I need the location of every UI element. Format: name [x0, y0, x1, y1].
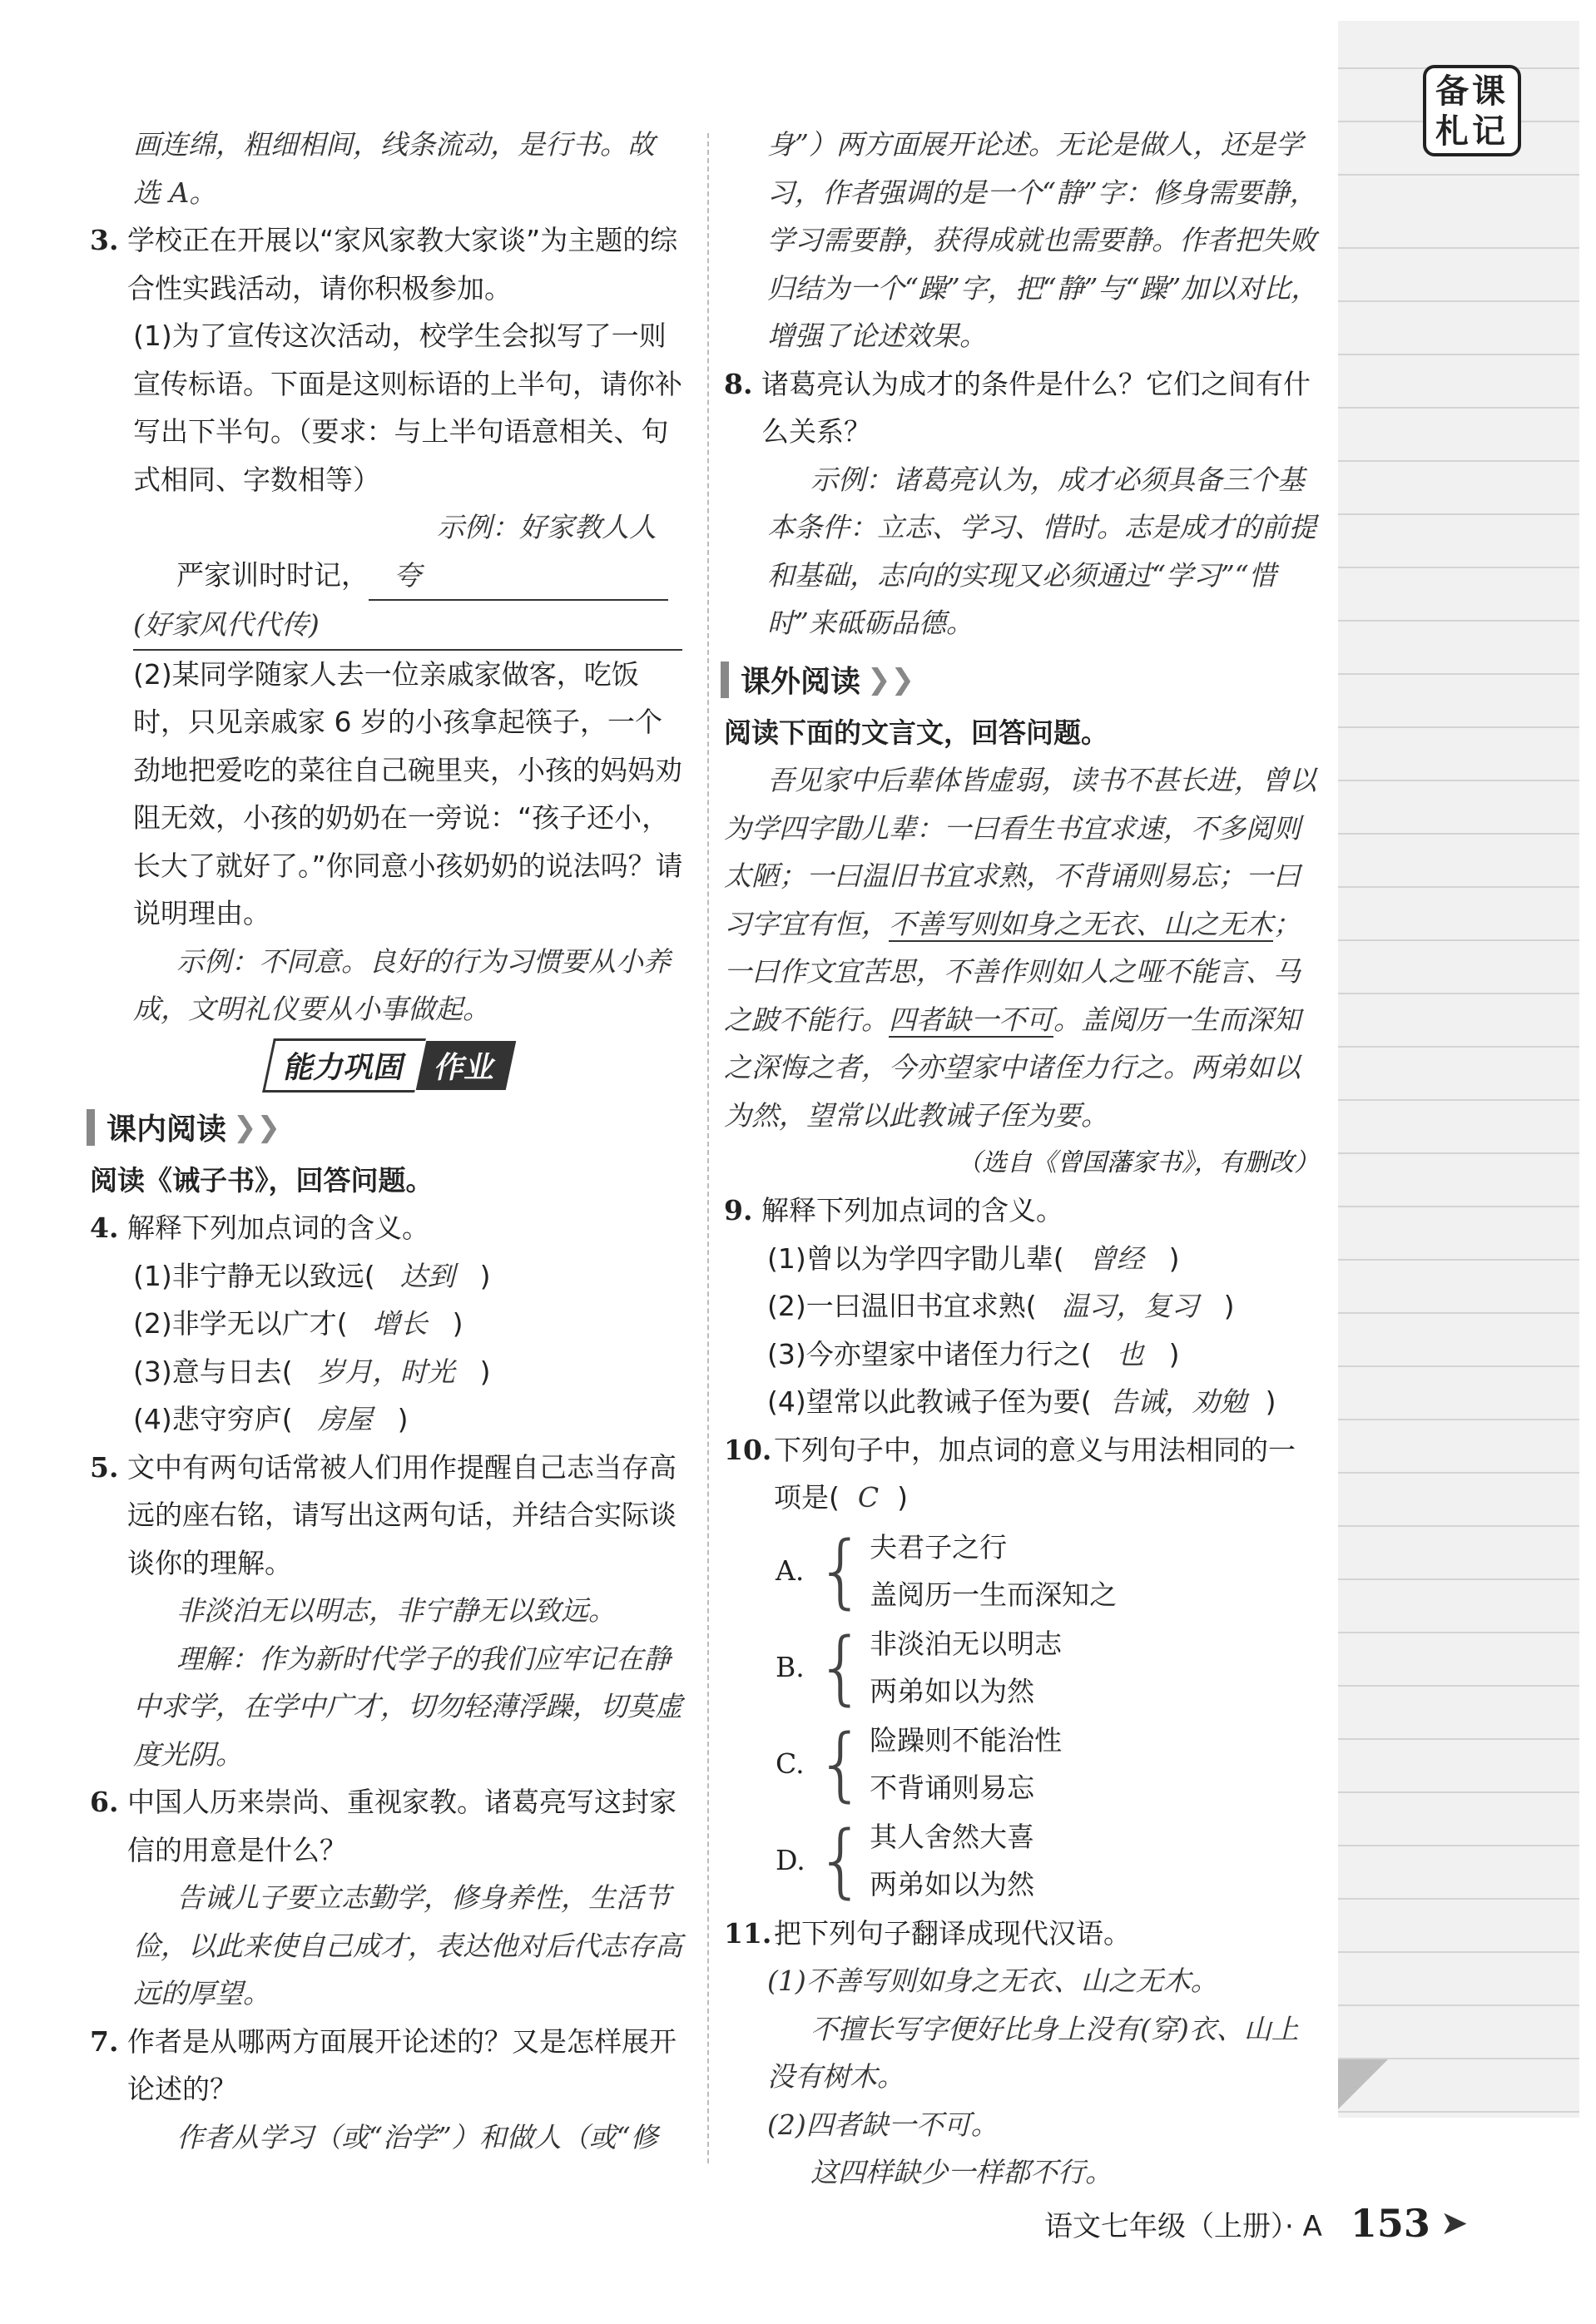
- option-line: 两弟如以为然: [870, 1867, 1035, 1900]
- item-text: (3)今亦望家中诸侄力行之(: [767, 1337, 1092, 1370]
- question-stem: [774, 1426, 1319, 1522]
- item-end: ): [1223, 1290, 1235, 1322]
- badge-char: 札: [1435, 111, 1472, 151]
- answer-6: 告诫儿子要立志勤学，修身养性，生活节俭，以此来使自己成才，表达他对后代志存高远的厚望。: [133, 1881, 682, 2009]
- q4-item: [90, 1252, 689, 1301]
- q9-item: [724, 1235, 1319, 1283]
- question-number: 4.: [90, 1212, 119, 1244]
- item-answer: 增长: [372, 1307, 428, 1340]
- option-line: 不背诵则易忘: [870, 1771, 1035, 1804]
- question-stem: 文中有两句话常被人们用作提醒自己志当存高远的座右铭，请写出这两句话，并结合实际谈谈你的理解。: [127, 1450, 677, 1579]
- option-label: D.: [776, 1844, 805, 1876]
- option-lines: [870, 1620, 1062, 1715]
- question-stem: 作者是从哪两方面展开论述的？又是怎样展开论述的？: [127, 2024, 677, 2105]
- question-number: 10.: [724, 1433, 772, 1466]
- question-stem: 中国人历来崇尚、重视家教。诸葛亮写这封家信的用意是什么？: [127, 1786, 677, 1866]
- banner-title: 能力巩固: [263, 1038, 427, 1093]
- question-7: [90, 2018, 689, 2113]
- answer-8: 示例：诸葛亮认为，成才必须具备三个基本条件：立志、学习、惜时。志是成才的前提和基础，志向的实现又必须通过“学习”“惜时”来砥砺品德。: [767, 463, 1316, 639]
- slogan-line: [90, 503, 689, 601]
- option-lines: [870, 1524, 1117, 1618]
- item-text: (4)望常以此教诫子侄为要(: [767, 1385, 1092, 1418]
- page-footer: [1044, 2201, 1468, 2246]
- notes-badge: [1423, 65, 1521, 156]
- badge-char: 课: [1472, 72, 1509, 111]
- section-heading-extra: [721, 654, 1319, 706]
- column-divider: [707, 133, 709, 2163]
- question-4: [90, 1204, 689, 1252]
- answer-5-understanding: 理解：作为新时代学子的我们应牢记在静中求学，在学中广才，切勿轻薄浮躁，切莫虚度光阴。: [133, 1642, 682, 1771]
- classical-passage: [724, 756, 1319, 1139]
- passage-text: ；一曰作文宜苦思，不善作则如人之哑不能言、马之跛不能行。: [724, 907, 1301, 1036]
- passage-underlined: 不善写则如身之无衣、山之无木: [889, 907, 1273, 940]
- question-8: [724, 360, 1319, 456]
- right-column: [724, 121, 1319, 2197]
- item-end: ): [1168, 1337, 1180, 1370]
- stem-end: ): [897, 1481, 908, 1514]
- item-text: (1)曾以为学四字勖儿辈(: [767, 1241, 1064, 1275]
- slogan-answer: 示例：好家教人人夸: [369, 503, 668, 601]
- question-6: [90, 1778, 689, 1874]
- q10-answer: C: [857, 1481, 880, 1514]
- answer-continued: 选 A。: [133, 176, 217, 209]
- question-stem: 解释下列加点词的含义。: [127, 1212, 429, 1244]
- banner-tag: 作业: [415, 1041, 516, 1090]
- option-a: [776, 1524, 1319, 1618]
- section-heading-in-class: [87, 1102, 689, 1153]
- question-number: 8.: [724, 367, 753, 400]
- badge-char: 记: [1472, 111, 1509, 151]
- item-answer: 曾经: [1088, 1241, 1144, 1275]
- q11-sentence-2: (2)四者缺一不可。: [767, 2108, 999, 2141]
- question-number: 7.: [90, 2024, 119, 2058]
- heading-bar: [721, 662, 729, 698]
- item-text: (4)悲守穷庐(: [133, 1403, 293, 1435]
- answer-5-quote: 非淡泊无以明志，非宁静无以致远。: [176, 1594, 616, 1627]
- brace-icon: {: [815, 1717, 867, 1811]
- chevron-right-icon: ❯❯: [233, 1110, 280, 1144]
- question-stem: 解释下列加点词的含义。: [761, 1194, 1063, 1226]
- q4-item: [90, 1395, 689, 1444]
- question-3-1: (1)为了宣传这次活动，校学生会拟写了一则宣传标语。下面是这则标语的上半句，请你补写出下半句。（要求：与上半句语意相关、句式相同、字数相等）: [133, 320, 682, 496]
- q9-item: [724, 1330, 1319, 1379]
- option-d: [776, 1813, 1319, 1908]
- option-line: 夫君子之行: [870, 1530, 1008, 1563]
- question-9: [724, 1187, 1319, 1235]
- question-stem: 把下列句子翻译成现代汉语。: [774, 1916, 1131, 1950]
- question-number: 5.: [90, 1450, 119, 1484]
- question-10: [724, 1426, 1319, 1522]
- option-line: 其人舍然大喜: [870, 1820, 1035, 1853]
- question-number: 9.: [724, 1194, 753, 1226]
- page-corner: [1338, 2059, 1388, 2109]
- option-line: 盖阅历一生而深知之: [870, 1578, 1118, 1611]
- section-banner: [90, 1037, 689, 1095]
- question-number: 3.: [90, 224, 119, 256]
- section-title: 课外阅读: [741, 665, 861, 699]
- passage-underlined: 四者缺一不可: [889, 1003, 1053, 1036]
- q4-item: [90, 1348, 689, 1396]
- item-answer: 也: [1116, 1337, 1144, 1370]
- heading-bar: [87, 1109, 95, 1146]
- reading-instruction: 阅读下面的文言文，回答问题。: [724, 716, 1108, 749]
- answer-3-2: 示例：不同意。良好的行为习惯要从小养成，文明礼仪要从小事做起。: [133, 944, 671, 1025]
- item-end: ): [1265, 1385, 1276, 1418]
- item-text: (3)意与日去(: [133, 1355, 293, 1388]
- question-number: 6.: [90, 1786, 119, 1818]
- q11-answer-2: 这四样缺少一样都不行。: [810, 2156, 1113, 2188]
- brace-icon: {: [815, 1524, 867, 1618]
- passage-text: 。盖阅历一生而深知之深悔之者，今亦望家中诸侄力行之。两弟如以为然，望常以此教诫子侄为要。: [724, 1003, 1301, 1132]
- left-column: [90, 121, 689, 2161]
- option-lines: [870, 1717, 1062, 1811]
- passage-source: （选自《曾国藩家书》，有删改）: [957, 1148, 1319, 1177]
- item-end: ): [452, 1307, 463, 1340]
- item-end: ): [479, 1355, 491, 1388]
- brace-icon: {: [815, 1620, 867, 1714]
- slogan-answer-alt: (好家风代代传): [133, 601, 682, 651]
- option-line: 险躁则不能治性: [870, 1723, 1063, 1757]
- option-lines: [870, 1813, 1034, 1908]
- answer-7-continued: 身”）两方面展开论述。无论是做人，还是学习，作者强调的是一个“静”字：修身需要静，学习需要静，获得成就也需要静。作者把失败归结为一个“躁”字，把“静”与“躁”加以对比，增强了论述效果。: [767, 128, 1319, 352]
- chevron-right-icon: ❯❯: [867, 662, 914, 696]
- section-title: 课内阅读: [107, 1112, 227, 1147]
- brace-icon: {: [815, 1813, 867, 1907]
- stem-text: 下列句子中，加点词的意义与用法相同的一项是(: [774, 1433, 1296, 1514]
- item-text: (2)非学无以广才(: [133, 1307, 348, 1340]
- answer-7-start: 作者从学习（或“治学”）和做人（或“修: [176, 2120, 658, 2153]
- question-3-2: (2)某同学随家人去一位亲戚家做客，吃饭时，只见亲戚家 6 岁的小孩拿起筷子，一个劲地把爱吃的菜往自己碗里夹，小孩的妈妈劝阻无效，小孩的奶奶在一旁说：“孩子还小，长大了就好了。”你同意小孩奶奶的说法吗？请说明理由。: [133, 657, 683, 929]
- slogan-prefix: 严家训时时记，: [176, 558, 369, 592]
- question-3: [90, 216, 689, 312]
- item-text: (1)非宁静无以致远(: [133, 1259, 375, 1292]
- option-label: B.: [776, 1651, 805, 1683]
- notes-strip: [1338, 21, 1579, 2118]
- item-answer: 房屋: [317, 1403, 373, 1435]
- question-number: 11.: [724, 1916, 772, 1950]
- book-title: 语文七年级（上册）· A: [1044, 2209, 1322, 2243]
- option-line: 非淡泊无以明志: [870, 1627, 1063, 1660]
- option-label: A.: [776, 1554, 805, 1587]
- item-answer: 温习，复习: [1061, 1290, 1199, 1322]
- option-b: [776, 1620, 1319, 1715]
- item-end: ): [1168, 1241, 1180, 1275]
- q4-item: [90, 1300, 689, 1348]
- question-stem: 学校正在开展以“家风家教大家谈”为主题的综合性实践活动，请你积极参加。: [127, 224, 678, 305]
- question-11: [724, 1910, 1319, 1958]
- item-end: ): [397, 1403, 409, 1435]
- item-end: ): [479, 1259, 491, 1292]
- q9-item: [724, 1282, 1319, 1330]
- passage-text: 吾见家中后辈体皆虚弱，读书不甚长进，曾以为学四字勖儿辈：一曰看生书宜求速，不多阅则太陋；一曰温旧书宜求熟，不背诵则易忘；一曰习字宜有恒，: [724, 764, 1316, 940]
- page-corner-icon: ➤: [1440, 2204, 1469, 2242]
- item-text: (2)一曰温旧书宜求熟(: [767, 1290, 1037, 1322]
- q11-answer-1: 不擅长写字便好比身上没有(穿)衣、山上没有树木。: [767, 2012, 1299, 2093]
- item-answer: 达到: [399, 1259, 455, 1292]
- item-answer: 告诫，劝勉: [1109, 1385, 1247, 1418]
- option-c: [776, 1717, 1319, 1811]
- reading-instruction: 阅读《诫子书》，回答问题。: [90, 1163, 434, 1197]
- option-label: C.: [776, 1747, 805, 1780]
- question-stem: 诸葛亮认为成才的条件是什么？它们之间有什么关系？: [761, 367, 1311, 448]
- item-answer: 岁月，时光: [317, 1355, 455, 1388]
- slogan-answer-line2: [90, 601, 689, 651]
- answer-continued: 画连绵，粗细相间，线条流动，是行书。故: [133, 128, 655, 161]
- q11-sentence-1: (1)不善写则如身之无衣、山之无木。: [767, 1965, 1218, 1997]
- option-line: 两弟如以为然: [870, 1674, 1035, 1707]
- page-number: 153: [1350, 2201, 1430, 2246]
- badge-char: 备: [1435, 72, 1472, 111]
- q9-item: [724, 1378, 1319, 1426]
- question-5: [90, 1444, 689, 1588]
